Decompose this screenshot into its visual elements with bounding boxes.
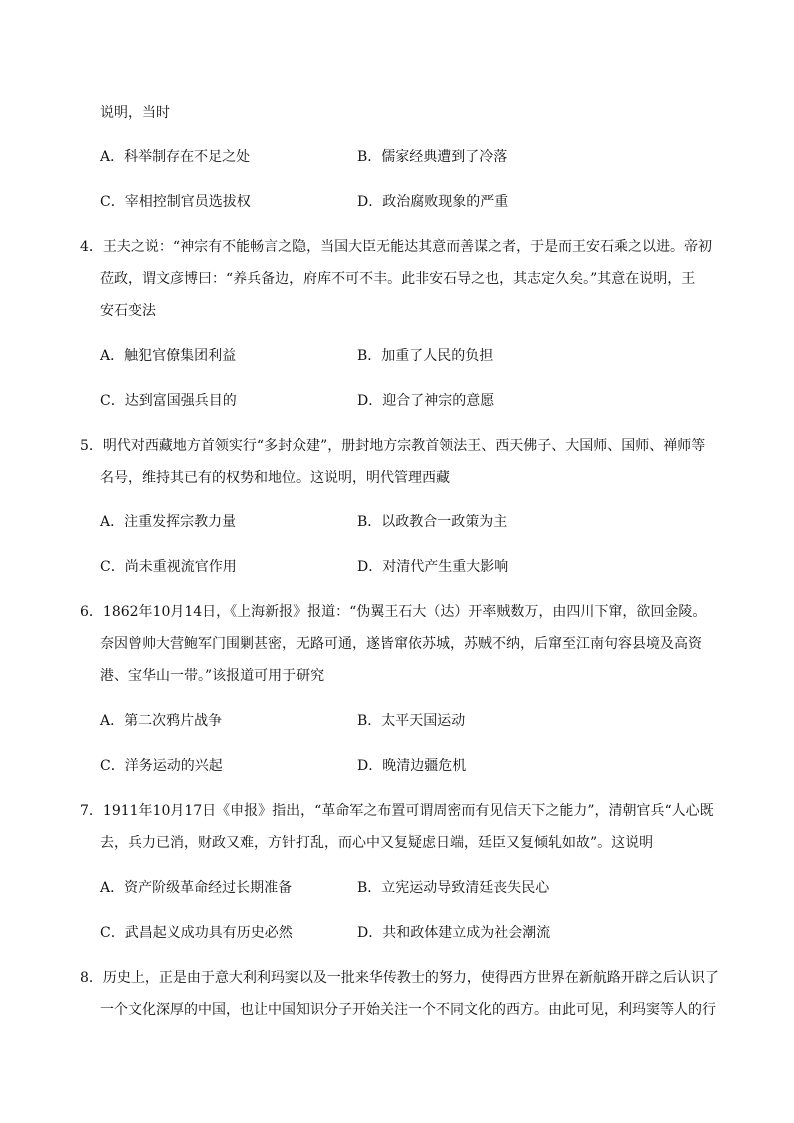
q6-stem-line-2: 奈因曾帅大营鲍军门围剿甚密，无路可通，遂皆窜依苏城，苏贼不纳，后窜至江南句容县境及高资 [100,636,702,652]
q6-option-a: A．第二次鸦片战争 [100,713,223,729]
q7-option-a: A．资产阶级革命经过长期准备 [100,880,293,896]
q4-stem-line-3: 安石变法 [100,303,156,319]
q3-option-b: B．儒家经典遭到了冷落 [357,149,508,165]
q4-stem-line-1: 4．王夫之说：“神宗有不能畅言之隐，当国大臣无能达其意而善谋之者，于是而王安石乘之以进。帝初 [80,239,713,255]
q6-stem-line-3: 港、宝华山一带。”该报道可用于研究 [100,668,325,684]
q6-option-d: D．晚清边疆危机 [357,758,467,774]
q5-stem-line-2: 名号，维持其已有的权势和地位。这说明，明代管理西藏 [100,470,450,486]
q3-stem-tail: 说明，当时 [100,105,170,121]
q5-option-b: B．以政教合一政策为主 [357,514,508,530]
q7-option-b: B．立宪运动导致清廷丧失民心 [357,880,550,896]
q5-option-a: A．注重发挥宗教力量 [100,514,237,530]
q4-option-a: A．触犯官僚集团利益 [100,348,237,364]
q7-option-c: C．武昌起义成功具有历史必然 [100,925,293,941]
q3-option-a: A．科举制存在不足之处 [100,149,251,165]
q4-option-b: B．加重了人民的负担 [357,348,494,364]
q3-option-d: D．政治腐败现象的严重 [357,194,509,210]
q7-stem-line-1: 7．1911年10月17日《申报》指出，“革命军之布置可谓周密而有见信天下之能力”，清朝官兵“人心既 [80,803,714,819]
q7-stem-line-2: 去，兵力已消，财政又难，方针打乱，而心中又复疑虑日端，廷臣又复倾轧如故”。这说明 [100,835,654,851]
q6-option-c: C．洋务运动的兴起 [100,758,223,774]
q4-stem-line-2: 莅政，谓文彦博曰：“养兵备边，府库不可不丰。此非安石导之也，其志定久矣。”其意在说明，王 [100,271,696,287]
q5-stem-line-1: 5．明代对西藏地方首领实行“多封众建”，册封地方宗教首领法王、西天佛子、大国师、国师、禅师等 [80,438,706,454]
q5-option-d: D．对清代产生重大影响 [357,559,509,575]
q4-option-d: D．迎合了神宗的意愿 [357,393,495,409]
q5-option-c: C．尚未重视流官作用 [100,559,237,575]
q3-option-c: C．宰相控制官员选拔权 [100,194,251,210]
q6-stem-line-1: 6．1862年10月14日，《上海新报》报道：“伪翼王石大（达）开率贼数万，由四川下窜，欲回金陵。 [80,604,707,620]
q8-stem-line-2: 一个文化深厚的中国，也让中国知识分子开始关注一个不同文化的西方。由此可见，利玛窦等人的行 [100,1002,716,1018]
q8-stem-line-1: 8．历史上，正是由于意大利利玛窦以及一批来华传教士的努力，使得西方世界在新航路开辟之后认识了 [80,970,719,986]
q4-option-c: C．达到富国强兵目的 [100,393,237,409]
q6-option-b: B．太平天国运动 [357,713,466,729]
q7-option-d: D．共和政体建立成为社会潮流 [357,925,551,941]
